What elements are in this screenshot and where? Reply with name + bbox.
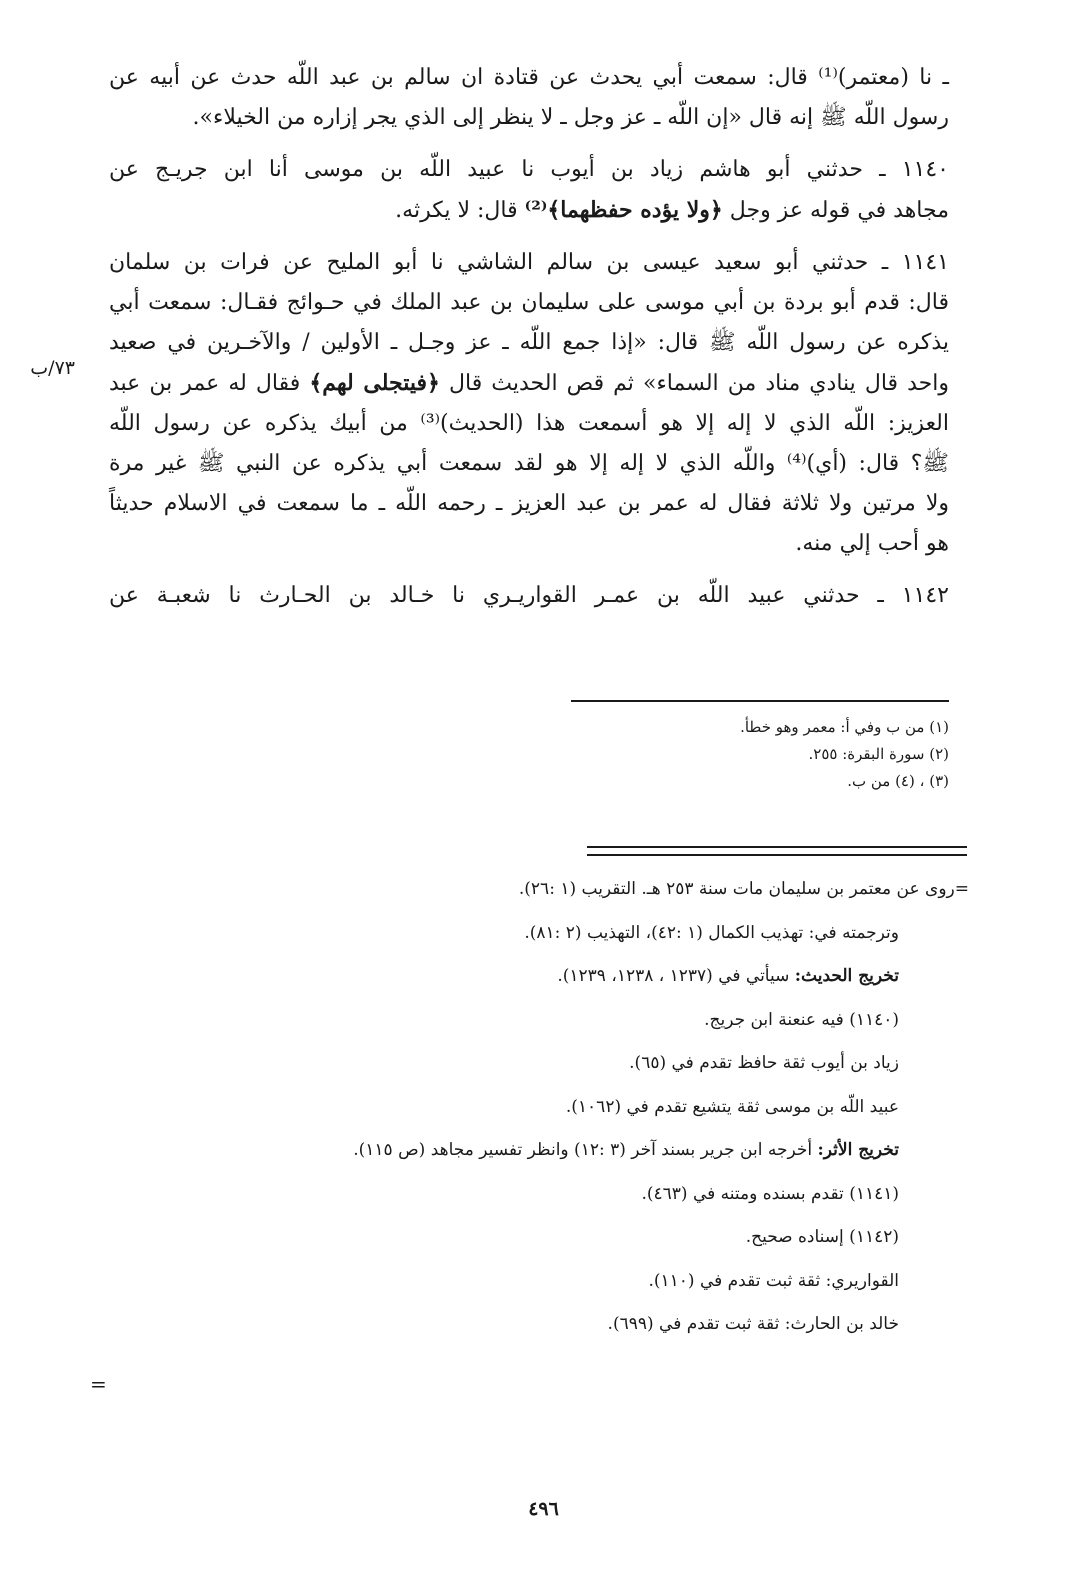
commentary-line: عبيد اللّه بن موسى ثقة يتشيع تقدم في (١٠٦٢). (565, 1096, 899, 1117)
paragraph-1142 (109, 576, 949, 616)
continuation-marker: = (90, 1372, 107, 1396)
commentary-line (109, 955, 969, 999)
commentary-line (109, 1129, 969, 1173)
paragraph-continuation (109, 58, 949, 138)
commentary-heading: تخريج الأثر: (817, 1140, 899, 1160)
commentary-heading: تخريج الحديث: (794, 966, 899, 986)
paragraph-1140 (109, 150, 949, 231)
footnotes (449, 714, 949, 795)
text-line: رسول اللّه ﷺ إنه قال «إن اللّه ـ عز وجل ـ لا ينظر إلى الذي يجر إزاره من الخيلاء». (192, 105, 949, 130)
footnote: (٣) ، (٤) من ب. (847, 772, 949, 790)
main-text (109, 58, 949, 628)
text-line: ﷺ؟ قال: (أي)⁽⁴⁾ واللّه الذي لا إله إلا هو لقد سمعت أبي يذكره عن النبي ﷺ غير مرة (109, 451, 949, 476)
commentary-separator (587, 846, 967, 856)
text-line: ١١٤٠ ـ حدثني أبو هاشم زياد بن أيوب نا عبيد اللّه بن موسى أنا ابن جريـج عن (109, 157, 949, 182)
footnote: (٢) سورة البقرة: ٢٥٥. (808, 745, 949, 763)
text-line (109, 363, 949, 404)
quran-quote: ﴿ولا يؤده حفظهما﴾⁽²⁾ (524, 197, 723, 223)
text-line: يذكره عن رسول اللّه ﷺ قال: «إذا جمع اللّه ـ عز وجـل ـ الأولين / والآخـرين في صعيد (109, 330, 949, 355)
page-number: ٤٩٦ (528, 1498, 559, 1520)
commentary (109, 868, 969, 1347)
text-line: العزيز: اللّه الذي لا إله إلا هو أسمعت هذا (الحديث)⁽³⁾ من أبيك يذكره عن رسول اللّه (109, 411, 949, 436)
text-line: ١١٤٢ ـ حدثني عبيد اللّه بن عمـر القواريـري نا خـالد بن الحـارث نا شعبـة عن (109, 583, 949, 608)
commentary-line: (١١٤٢) إسناده صحيح. (745, 1227, 899, 1247)
commentary-text: سيأتي في (١٢٣٧ ، ١٢٣٨، ١٢٣٩). (557, 966, 795, 986)
paragraph-1141 (109, 243, 949, 564)
commentary-line: =روى عن معتمر بن سليمان مات سنة ٢٥٣ هـ. التقريب (١ :٢٦). (518, 879, 969, 899)
footnote-separator (571, 700, 949, 702)
text-segment: واحد قال ينادي مناد من السماء» ثم قص الحديث قال (439, 371, 950, 396)
text-segment: مجاهد في قوله عز وجل (722, 198, 949, 223)
text-segment: فقال له عمر بن عبد (109, 371, 310, 396)
commentary-line: (١١٤١) تقدم بسنده ومتنه في (٤٦٣). (641, 1183, 899, 1204)
margin-folio-reference: ٧٣/ب (30, 357, 75, 379)
text-line (109, 190, 949, 231)
footnote: (١) من ب وفي أ: معمر وهو خطأ. (740, 718, 949, 736)
text-segment: قال: لا يكرثه. (395, 198, 525, 223)
commentary-text: أخرجه ابن جرير بسند آخر (٣ :١٢) وانظر تفسير مجاهد (ص ١١٥). (353, 1140, 818, 1160)
quran-quote: ﴿فيتجلى لهم﴾ (309, 370, 440, 396)
text-line: قال: قدم أبو بردة بن أبي موسى على سليمان بن عبد الملك في حـوائج فقـال: سمعت أبي (109, 290, 949, 315)
text-line: ولا مرتين ولا ثلاثة فقال له عمر بن عبد العزيز ـ رحمه اللّه ـ ما سمعت في الاسلام حديثاً (109, 491, 949, 516)
commentary-line: خالد بن الحارث: ثقة ثبت تقدم في (٦٩٩). (607, 1314, 899, 1334)
commentary-line: القواريري: ثقة ثبت تقدم في (١١٠). (648, 1270, 899, 1291)
commentary-line: وترجمته في: تهذيب الكمال (١ :٤٢)، التهذيب (٢ :٨١). (524, 922, 899, 943)
commentary-line: (١١٤٠) فيه عنعنة ابن جريج. (704, 1009, 899, 1030)
commentary-line: زياد بن أيوب ثقة حافظ تقدم في (٦٥). (629, 1053, 899, 1073)
text-line: هو أحب إلي منه. (795, 531, 949, 556)
text-line: ١١٤١ ـ حدثني أبو سعيد عيسى بن سالم الشاشي نا أبو المليح عن فرات بن سلمان (109, 250, 949, 275)
text-line: ـ نا (معتمر)⁽¹⁾ قال: سمعت أبي يحدث عن قتادة ان سالم بن عبد اللّه حدث عن أبيه عن (109, 65, 949, 90)
